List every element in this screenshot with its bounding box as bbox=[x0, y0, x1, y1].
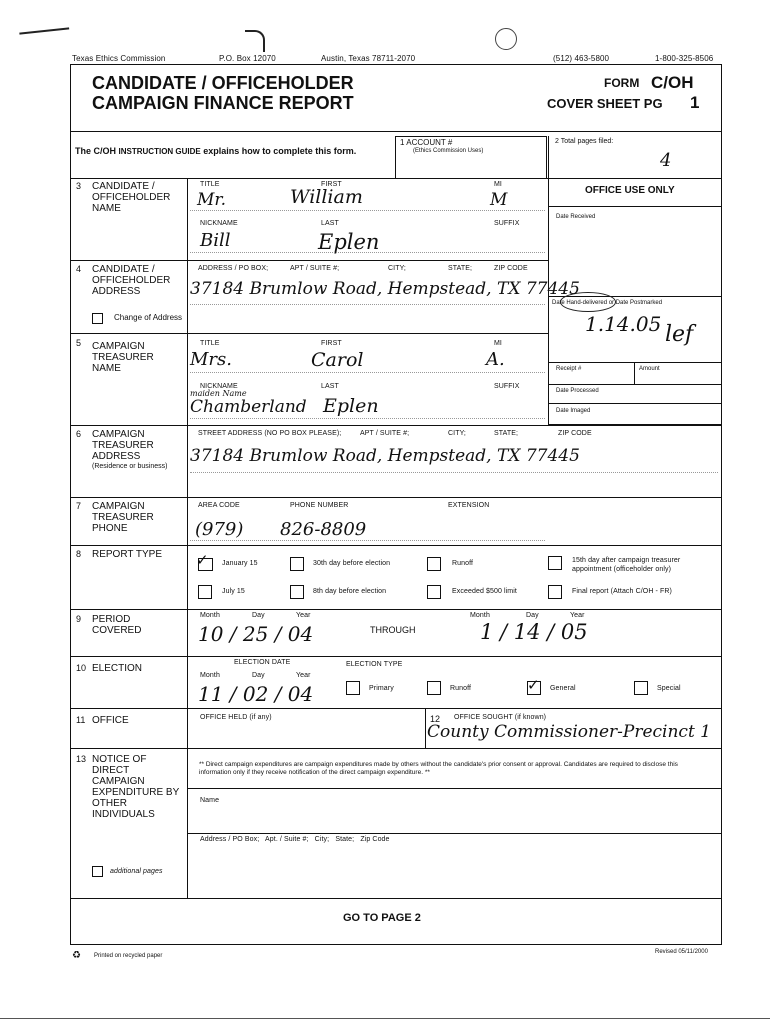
report-type-jan15-label: January 15 bbox=[222, 560, 258, 567]
field-label: TITLE bbox=[200, 181, 220, 188]
treasurer-last-value[interactable]: Eplen bbox=[323, 395, 379, 417]
receipt-label: Receipt # bbox=[556, 366, 582, 372]
field-label: PHONE NUMBER bbox=[290, 502, 349, 509]
field-label: Month bbox=[200, 612, 220, 619]
form-title-line1: CANDIDATE / OFFICEHOLDER bbox=[92, 73, 354, 93]
report-type-30day-label: 30th day before election bbox=[313, 560, 391, 567]
through-label: THROUGH bbox=[370, 625, 416, 635]
city-address: Austin, Texas 78711-2070 bbox=[321, 54, 416, 63]
date-hand-label: Date Hand-delivered or Date Postmarked bbox=[552, 300, 663, 306]
section-number: 8 bbox=[76, 549, 82, 559]
field-label: CITY; bbox=[448, 430, 466, 437]
additional-pages-label: additional pages bbox=[110, 868, 163, 875]
instruction-guide-link: INSTRUCTION GUIDE bbox=[118, 147, 201, 156]
field-label: Year bbox=[296, 672, 311, 679]
field-label: NICKNAME bbox=[200, 220, 238, 227]
section-number: 11 bbox=[76, 715, 86, 725]
treasurer-mi-value[interactable]: A. bbox=[486, 349, 505, 370]
field-label: SUFFIX bbox=[494, 220, 520, 227]
treasurer-first-value[interactable]: Carol bbox=[311, 349, 364, 371]
field-label: ADDRESS / PO BOX; bbox=[198, 265, 269, 272]
report-type-jul15-checkbox[interactable] bbox=[198, 585, 212, 599]
total-pages-label: 2 Total pages filed: bbox=[555, 138, 614, 145]
treasurer-address-value[interactable]: 37184 Brumlow Road, Hempstead, TX 77445 bbox=[190, 446, 580, 466]
field-line bbox=[190, 472, 718, 473]
field-label: SUFFIX bbox=[494, 383, 520, 390]
instruction-note-a: The C/OH bbox=[75, 146, 117, 156]
treasurer-title-value[interactable]: Mrs. bbox=[190, 349, 232, 370]
rule bbox=[70, 333, 548, 334]
election-general-label: General bbox=[550, 685, 576, 692]
go-to-page-2: GO TO PAGE 2 bbox=[343, 912, 421, 924]
election-primary-checkbox[interactable] bbox=[346, 681, 360, 695]
phone-local: (512) 463-5800 bbox=[553, 54, 610, 63]
field-label: STATE; bbox=[448, 265, 473, 272]
field-label: LAST bbox=[321, 220, 339, 227]
section-label-report-type: REPORT TYPE bbox=[92, 549, 163, 560]
treasurer-phone-value[interactable]: 826-8809 bbox=[280, 519, 367, 540]
candidate-first-value[interactable]: William bbox=[290, 186, 363, 208]
checkmark-icon: ✓ bbox=[196, 552, 209, 569]
office-sought-label: OFFICE SOUGHT (if known) bbox=[454, 714, 547, 721]
candidate-mi-value[interactable]: M bbox=[490, 190, 508, 210]
section-label-period: PERIOD COVERED bbox=[92, 614, 142, 636]
treasurer-maiden-note: maiden Name bbox=[190, 389, 247, 398]
total-pages-value[interactable]: 4 bbox=[660, 150, 672, 171]
candidate-last-value[interactable]: Eplen bbox=[318, 230, 380, 254]
election-runoff-label: Runoff bbox=[450, 685, 472, 692]
report-type-8day-checkbox[interactable] bbox=[290, 585, 304, 599]
election-date-label: ELECTION DATE bbox=[234, 659, 291, 666]
section-label-candidate-name: CANDIDATE / OFFICEHOLDER NAME bbox=[92, 181, 171, 214]
initials-value: lef bbox=[665, 322, 694, 347]
rule bbox=[70, 131, 722, 132]
rule bbox=[70, 545, 722, 546]
date-stamp-value: 1.14.05 bbox=[585, 312, 662, 336]
notice-text: ** Direct campaign expenditures are campaign expenditures made by others without the candidate's prior consent or approval. Candidates are required to disclose this information only if they receive notification of the direct campaign expenditure. ** bbox=[199, 761, 678, 776]
cover-page-number: 1 bbox=[690, 93, 700, 112]
field-label: STATE; bbox=[494, 430, 519, 437]
report-type-exceeded-label: Exceeded $500 limit bbox=[452, 588, 517, 595]
section-label-notice: NOTICE OF DIRECT CAMPAIGN EXPENDITURE BY OTHER INDIVIDUALS bbox=[92, 754, 180, 820]
report-type-15day-checkbox[interactable] bbox=[548, 556, 562, 570]
rule bbox=[70, 425, 722, 426]
election-special-label: Special bbox=[657, 685, 681, 692]
date-imaged-label: Date Imaged bbox=[556, 408, 591, 414]
field-label: Day bbox=[252, 612, 265, 619]
treasurer-area-code-value[interactable]: (979) bbox=[195, 519, 244, 540]
field-line bbox=[190, 210, 545, 211]
recycle-icon: ♻ bbox=[72, 950, 81, 961]
change-of-address-label: Change of Address bbox=[114, 313, 183, 322]
field-label: STREET ADDRESS (NO PO BOX PLEASE); bbox=[198, 430, 342, 437]
rule bbox=[70, 898, 722, 899]
field-label: APT / SUITE #; bbox=[360, 430, 410, 437]
additional-pages-checkbox[interactable] bbox=[92, 866, 103, 877]
field-label: ZIP CODE bbox=[494, 265, 528, 272]
section-number: 12 bbox=[430, 714, 441, 724]
section-number: 10 bbox=[76, 663, 87, 673]
field-label: MI bbox=[494, 340, 502, 347]
field-label: Month bbox=[470, 612, 490, 619]
instruction-note bbox=[75, 145, 393, 158]
field-label: Year bbox=[570, 612, 585, 619]
report-type-runoff-label: Runoff bbox=[452, 560, 474, 567]
candidate-address-value[interactable]: 37184 Brumlow Road, Hempstead, TX 77445 bbox=[190, 279, 580, 299]
section-label-office: OFFICE bbox=[92, 715, 129, 726]
field-label: AREA CODE bbox=[198, 502, 240, 509]
section-label-treasurer-phone: CAMPAIGN TREASURER PHONE bbox=[92, 501, 154, 534]
label-column-divider bbox=[187, 178, 188, 898]
report-type-final-label: Final report (Attach C/OH - FR) bbox=[572, 588, 672, 595]
rule bbox=[187, 833, 722, 834]
field-label: EXTENSION bbox=[448, 502, 490, 509]
checkmark-icon: ✓ bbox=[527, 677, 540, 694]
field-line bbox=[190, 418, 545, 419]
field-label: MI bbox=[494, 181, 502, 188]
column-divider bbox=[425, 708, 426, 748]
section-number: 13 bbox=[76, 754, 87, 764]
rule bbox=[548, 403, 722, 404]
column-divider bbox=[634, 362, 635, 384]
field-label: ZIP CODE bbox=[558, 430, 592, 437]
candidate-title-value[interactable]: Mr. bbox=[197, 190, 227, 210]
field-line bbox=[190, 540, 545, 541]
po-box: P.O. Box 12070 bbox=[219, 54, 276, 63]
section-label-election: ELECTION bbox=[92, 663, 143, 674]
treasurer-address-sub: (Residence or business) bbox=[92, 463, 168, 470]
report-type-runoff-checkbox[interactable] bbox=[427, 557, 441, 571]
rule bbox=[70, 708, 722, 709]
recycled-paper-note: Printed on recycled paper bbox=[94, 953, 163, 959]
notice-address-label: Address / PO Box; Apt. / Suite #; City; State; Zip Code bbox=[200, 836, 390, 843]
field-label: CITY; bbox=[388, 265, 406, 272]
election-special-checkbox[interactable] bbox=[634, 681, 648, 695]
field-label: TITLE bbox=[200, 340, 220, 347]
scan-edge bbox=[0, 1018, 770, 1019]
report-type-8day-label: 8th day before election bbox=[313, 588, 387, 595]
form-title-line2: CAMPAIGN FINANCE REPORT bbox=[92, 93, 354, 113]
election-runoff-checkbox[interactable] bbox=[427, 681, 441, 695]
date-processed-label: Date Processed bbox=[556, 388, 599, 394]
office-use-header: OFFICE USE ONLY bbox=[585, 185, 675, 196]
field-line bbox=[190, 304, 545, 305]
field-label: FIRST bbox=[321, 340, 342, 347]
section-number: 7 bbox=[76, 501, 82, 511]
scan-mark bbox=[19, 27, 70, 48]
hole-punch-mark bbox=[495, 28, 517, 50]
office-sought-value[interactable]: County Commissioner-Precinct 1 bbox=[427, 722, 712, 742]
field-line bbox=[190, 252, 545, 253]
field-label: Year bbox=[296, 612, 311, 619]
election-date-value[interactable]: 11 / 02 / 04 bbox=[198, 682, 314, 706]
section-number: 3 bbox=[76, 181, 82, 191]
field-label: FIRST bbox=[321, 181, 342, 188]
treasurer-nickname-value[interactable]: Chamberland bbox=[190, 397, 307, 417]
section-number: 9 bbox=[76, 614, 82, 624]
field-label: Month bbox=[200, 672, 220, 679]
report-type-exceeded-checkbox[interactable] bbox=[427, 585, 441, 599]
rule bbox=[70, 609, 722, 610]
section-number: 5 bbox=[76, 338, 82, 348]
report-type-final-checkbox[interactable] bbox=[548, 585, 562, 599]
period-from-value[interactable]: 10 / 25 / 04 bbox=[198, 622, 314, 646]
rule bbox=[548, 362, 722, 363]
field-label: LAST bbox=[321, 383, 339, 390]
office-held-label: OFFICE HELD (if any) bbox=[200, 714, 272, 721]
report-type-jul15-label: July 15 bbox=[222, 588, 245, 595]
rule bbox=[70, 260, 548, 261]
date-received-label: Date Received bbox=[556, 214, 596, 220]
rule bbox=[187, 788, 722, 789]
phone-tollfree: 1-800-325-8506 bbox=[655, 54, 714, 63]
rule bbox=[70, 748, 722, 749]
change-of-address-checkbox[interactable] bbox=[92, 313, 103, 324]
election-type-label: ELECTION TYPE bbox=[346, 661, 403, 668]
section-label-treasurer-address: CAMPAIGN TREASURER ADDRESS bbox=[92, 429, 154, 462]
field-line bbox=[190, 372, 545, 373]
election-primary-label: Primary bbox=[369, 685, 394, 692]
account-sub: (Ethics Commission Uses) bbox=[413, 148, 484, 154]
report-type-15day-label: 15th day after campaign treasurer appointment (officeholder only) bbox=[572, 557, 681, 573]
field-label: APT / SUITE #; bbox=[290, 265, 340, 272]
revision-date: Revised 05/11/2000 bbox=[655, 949, 708, 955]
account-label: 1 ACCOUNT # bbox=[400, 138, 453, 147]
field-label: NICKNAME bbox=[200, 383, 238, 390]
form-code: C/OH bbox=[651, 73, 694, 92]
cover-sheet-label: COVER SHEET PG bbox=[547, 96, 663, 111]
amount-label: Amount bbox=[639, 366, 660, 372]
rule bbox=[70, 656, 722, 657]
notice-name-label: Name bbox=[200, 797, 220, 804]
period-to-value[interactable]: 1 / 14 / 05 bbox=[480, 620, 588, 644]
candidate-nickname-value[interactable]: Bill bbox=[200, 230, 231, 251]
instruction-note-c: explains how to complete this form. bbox=[203, 146, 357, 156]
form-prefix: FORM bbox=[604, 76, 640, 90]
section-label-treasurer-name: CAMPAIGN TREASURER NAME bbox=[92, 341, 154, 374]
section-label-candidate-address: CANDIDATE / OFFICEHOLDER ADDRESS bbox=[92, 264, 171, 297]
agency-name: Texas Ethics Commission bbox=[72, 54, 166, 63]
hole-punch-mark bbox=[245, 30, 265, 52]
section-number: 6 bbox=[76, 429, 82, 439]
rule bbox=[548, 206, 722, 207]
rule bbox=[548, 384, 722, 385]
report-type-30day-checkbox[interactable] bbox=[290, 557, 304, 571]
field-label: Day bbox=[252, 672, 265, 679]
rule bbox=[70, 497, 722, 498]
field-label: Day bbox=[526, 612, 539, 619]
section-number: 4 bbox=[76, 264, 82, 274]
